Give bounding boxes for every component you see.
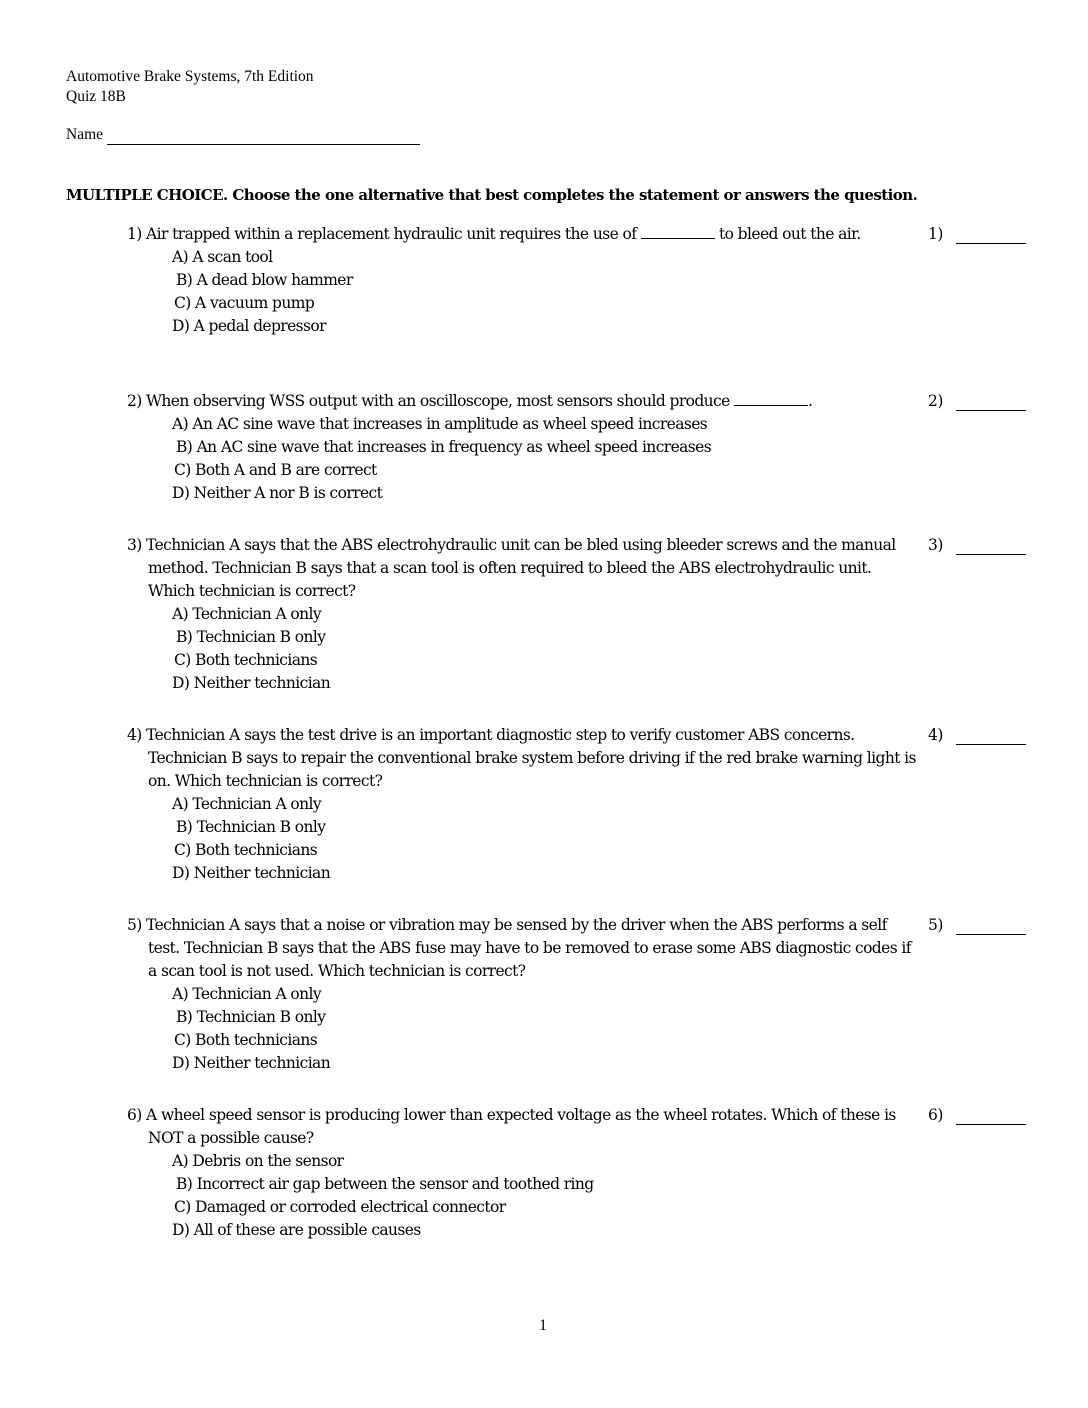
option-b[interactable]: B) Technician B only bbox=[176, 628, 326, 646]
option-b[interactable]: B) An AC sine wave that increases in frequency as wheel speed increases bbox=[176, 438, 712, 456]
option-c[interactable]: C) Both A and B are correct bbox=[174, 461, 377, 479]
question-stem: 1) Air trapped within a replacement hydraulic unit requires the use of to bleed out the air. bbox=[127, 225, 861, 243]
question-stem: 2) When observing WSS output with an oscilloscope, most sensors should produce . bbox=[127, 392, 813, 410]
question-1 bbox=[127, 223, 917, 338]
page-number: 1 bbox=[539, 1317, 547, 1334]
question-stem: 3) Technician A says that the ABS electrohydraulic unit can be bled using bleeder screws and the manual method. Technician B says that a scan tool is often required to bleed the ABS electrohydraulic unit. Which technician is correct? bbox=[127, 536, 896, 600]
answer-line-2[interactable] bbox=[956, 410, 1026, 411]
option-c[interactable]: C) Damaged or corroded electrical connector bbox=[174, 1198, 506, 1216]
option-d[interactable]: D) Neither technician bbox=[172, 1054, 331, 1072]
quiz-id: Quiz 18B bbox=[66, 88, 126, 105]
fill-blank bbox=[641, 226, 715, 239]
name-field-line[interactable] bbox=[107, 144, 420, 145]
option-b[interactable]: B) Incorrect air gap between the sensor and toothed ring bbox=[176, 1175, 594, 1193]
question-stem: 6) A wheel speed sensor is producing lower than expected voltage as the wheel rotates. Which of these is NOT a possible cause? bbox=[127, 1106, 896, 1147]
option-b[interactable]: B) Technician B only bbox=[176, 1008, 326, 1026]
option-a[interactable]: A) A scan tool bbox=[172, 248, 273, 266]
answer-label-2: 2) bbox=[928, 392, 943, 410]
answer-label-3: 3) bbox=[928, 536, 943, 554]
document-title: Automotive Brake Systems, 7th Edition bbox=[66, 68, 314, 85]
answer-label-1: 1) bbox=[928, 225, 943, 243]
fill-blank bbox=[734, 393, 808, 406]
question-3 bbox=[127, 534, 917, 695]
answer-line-1[interactable] bbox=[956, 243, 1026, 244]
name-label: Name bbox=[66, 126, 104, 143]
question-6 bbox=[127, 1104, 917, 1242]
option-a[interactable]: A) Technician A only bbox=[172, 985, 322, 1003]
answer-label-4: 4) bbox=[928, 726, 943, 744]
option-b[interactable]: B) A dead blow hammer bbox=[176, 271, 353, 289]
answer-line-4[interactable] bbox=[956, 744, 1026, 745]
option-a[interactable]: A) Debris on the sensor bbox=[172, 1152, 344, 1170]
answer-label-6: 6) bbox=[928, 1106, 943, 1124]
option-a[interactable]: A) Technician A only bbox=[172, 795, 322, 813]
option-d[interactable]: D) Neither technician bbox=[172, 864, 331, 882]
answer-label-5: 5) bbox=[928, 916, 943, 934]
question-stem: 5) Technician A says that a noise or vibration may be sensed by the driver when the ABS performs a self test. Technician B says that the ABS fuse may have to be removed to erase some ABS diagnostic codes if a scan tool is not used. Which technician is correct? bbox=[127, 916, 911, 980]
question-4 bbox=[127, 724, 917, 885]
option-d[interactable]: D) Neither A nor B is correct bbox=[172, 484, 383, 502]
option-d[interactable]: D) All of these are possible causes bbox=[172, 1221, 421, 1239]
option-c[interactable]: C) Both technicians bbox=[174, 1031, 318, 1049]
question-stem: 4) Technician A says the test drive is an important diagnostic step to verify customer ABS concerns. Technician B says to repair the conventional brake system before driving if the red brake warning light is on. Which technician is correct? bbox=[127, 726, 916, 790]
option-c[interactable]: C) Both technicians bbox=[174, 651, 318, 669]
option-d[interactable]: D) A pedal depressor bbox=[172, 317, 326, 335]
answer-line-6[interactable] bbox=[956, 1124, 1026, 1125]
option-c[interactable]: C) A vacuum pump bbox=[174, 294, 315, 312]
option-b[interactable]: B) Technician B only bbox=[176, 818, 326, 836]
option-a[interactable]: A) Technician A only bbox=[172, 605, 322, 623]
instructions: MULTIPLE CHOICE. Choose the one alternative that best completes the statement or answers the question. bbox=[66, 186, 918, 204]
answer-line-5[interactable] bbox=[956, 934, 1026, 935]
option-c[interactable]: C) Both technicians bbox=[174, 841, 318, 859]
answer-line-3[interactable] bbox=[956, 554, 1026, 555]
option-d[interactable]: D) Neither technician bbox=[172, 674, 331, 692]
option-a[interactable]: A) An AC sine wave that increases in amplitude as wheel speed increases bbox=[172, 415, 708, 433]
question-5 bbox=[127, 914, 917, 1075]
question-2 bbox=[127, 390, 917, 505]
